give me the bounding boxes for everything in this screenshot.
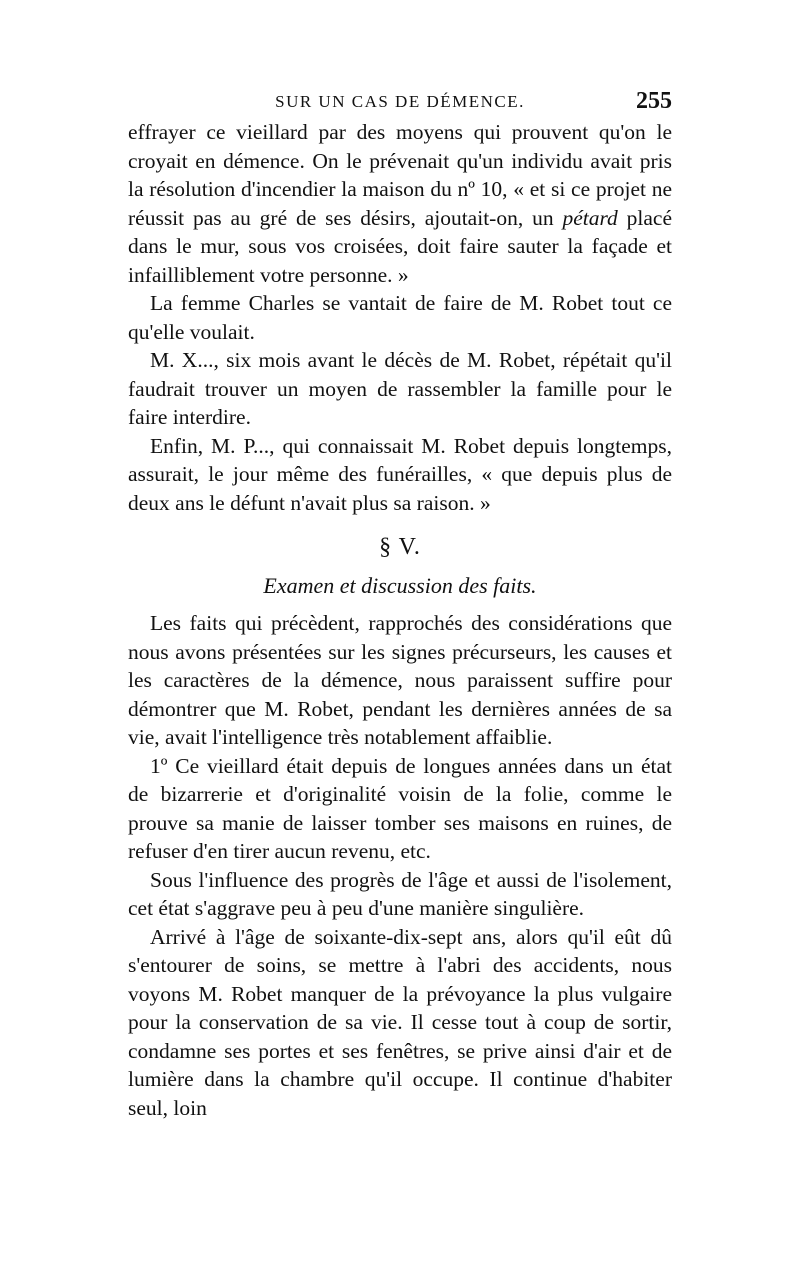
paragraph: Sous l'influence des progrès de l'âge et aussi de l'isolement, cet état s'aggrave peu à peu d'une manière singulière. [128,867,672,920]
paragraph: Les faits qui précèdent, rapprochés des considérations que nous avons présentées sur les signes précurseurs, les causes et les caractères de la démence, nous paraissent suffire pour démontrer que M. Robet, pendant les dernières années de sa vie, avait l'intelligence très notablement affaiblie. [128,611,672,749]
paragraph-text: effrayer ce vieillard par des moyens qui prouvent qu'on le croyait en démence. On le prévenait qu'un individu avait pris la résolution d'incendier la maison du nº 10, « et si ce projet ne réussit pas au gré de ses désirs, ajoutait-on, un [128,120,672,230]
running-title: SUR UN CAS DE DÉMENCE. [275,92,525,111]
emphasis-word: pétard [562,205,618,230]
section-heading: § V. [379,534,421,560]
paragraph-text: placé dans le mur, sous vos croisées, doit faire sauter la façade et infailliblement votre personne. » [128,205,672,287]
section-subtitle: Examen et discussion des faits. [263,573,537,598]
page-body [128,118,672,1122]
paragraph: 1º Ce vieillard était depuis de longues années dans un état de bizarrerie et d'originalité voisin de la folie, comme le prouve sa manie de laisser tomber ses maisons en ruines, de refuser d'en tirer aucun revenu, etc. [128,753,672,863]
paragraph [128,118,672,289]
paragraph: M. X..., six mois avant le décès de M. Robet, répétait qu'il faudrait trouver un moyen de rassembler la famille pour le faire interdire. [128,348,672,429]
page-number: 255 [636,88,672,114]
paragraph: Enfin, M. P..., qui connaissait M. Robet depuis longtemps, assurait, le jour même des funérailles, « que depuis plus de deux ans le défunt n'avait plus sa raison. » [128,433,672,515]
paragraph: Arrivé à l'âge de soixante-dix-sept ans, alors qu'il eût dû s'entourer de soins, se mettre à l'abri des accidents, nous voyons M. Robet manquer de la prévoyance la plus vulgaire pour la conservation de sa vie. Il cesse tout à coup de sortir, condamne ses portes et ses fenêtres, se prive ainsi d'air et de lumière dans la chambre qu'il occupe. Il continue d'habiter seul, loin [128,924,672,1120]
paragraph: La femme Charles se vantait de faire de M. Robet tout ce qu'elle voulait. [128,291,672,344]
running-head [128,88,672,118]
